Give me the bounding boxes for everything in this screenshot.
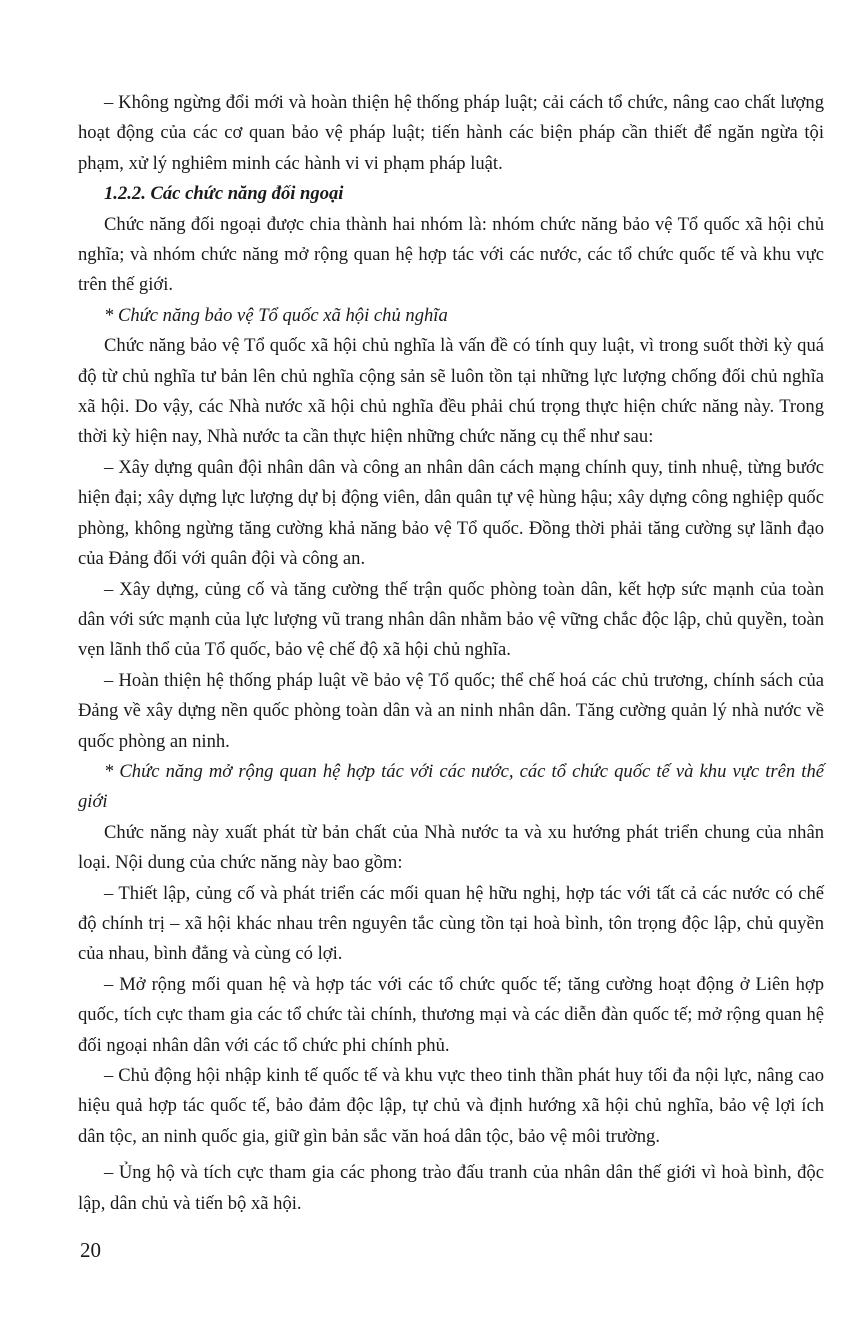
- paragraph: – Xây dựng quân đội nhân dân và công an nhân dân cách mạng chính quy, tinh nhuệ, từng bước hiện đại; xây dựng lực lượng dự bị động viên, dân quân tự vệ hùng hậu; xây dựng công nghiệp quốc phòng, không ngừng tăng cường khả năng bảo vệ Tổ quốc. Đồng thời phải tăng cường sự lãnh đạo của Đảng đối với quân đội và công an.: [78, 456, 824, 570]
- section-heading: 1.2.2. Các chức năng đối ngoại: [104, 183, 344, 205]
- paragraph: Chức năng đối ngoại được chia thành hai nhóm là: nhóm chức năng bảo vệ Tổ quốc xã hội chủ nghĩa; và nhóm chức năng mở rộng quan hệ hợp tác với các nước, các tổ chức quốc tế và khu vực trên thế giới.: [78, 213, 824, 296]
- paragraph: – Hoàn thiện hệ thống pháp luật về bảo vệ Tổ quốc; thể chế hoá các chủ trương, chính sách của Đảng về xây dựng nền quốc phòng toàn dân và an ninh nhân dân. Tăng cường quản lý nhà nước về quốc phòng an ninh.: [78, 669, 824, 752]
- paragraph: Chức năng bảo vệ Tổ quốc xã hội chủ nghĩa là vấn đề có tính quy luật, vì trong suốt thời kỳ quá độ từ chủ nghĩa tư bản lên chủ nghĩa cộng sản sẽ luôn tồn tại những lực lượng chống đối chủ nghĩa xã hội. Do vậy, các Nhà nước xã hội chủ nghĩa đều phải chú trọng thực hiện chức năng này. Trong thời kỳ hiện nay, Nhà nước ta cần thực hiện những chức năng cụ thể như sau:: [78, 335, 824, 448]
- subheading: * Chức năng mở rộng quan hệ hợp tác với các nước, các tổ chức quốc tế và khu vực trên thế giới: [78, 760, 824, 813]
- paragraph: – Ủng hộ và tích cực tham gia các phong trào đấu tranh của nhân dân thế giới vì hoà bình, độc lập, dân chủ và tiến bộ xã hội.: [78, 1162, 824, 1214]
- page-number: 20: [80, 1238, 101, 1262]
- subheading: * Chức năng bảo vệ Tổ quốc xã hội chủ nghĩa: [104, 304, 448, 326]
- page-content: [78, 88, 824, 1219]
- paragraph: – Xây dựng, củng cố và tăng cường thế trận quốc phòng toàn dân, kết hợp sức mạnh của toàn dân với sức mạnh của lực lượng vũ trang nhân dân nhằm bảo vệ vững chắc độc lập, chủ quyền, toàn vẹn lãnh thổ của Tổ quốc, bảo vệ chế độ xã hội chủ nghĩa.: [78, 578, 824, 661]
- paragraph: Chức năng này xuất phát từ bản chất của Nhà nước ta và xu hướng phát triển chung của nhân loại. Nội dung của chức năng này bao gồm:: [78, 821, 824, 874]
- paragraph: – Thiết lập, củng cố và phát triển các mối quan hệ hữu nghị, hợp tác với tất cả các nước có chế độ chính trị – xã hội khác nhau trên nguyên tắc cùng tồn tại hoà bình, tôn trọng độc lập, chủ quyền của nhau, bình đẳng và cùng có lợi.: [78, 882, 824, 965]
- paragraph: – Chủ động hội nhập kinh tế quốc tế và khu vực theo tinh thần phát huy tối đa nội lực, nâng cao hiệu quả hợp tác quốc tế, bảo đảm độc lập, tự chủ và định hướng xã hội chủ nghĩa, bảo vệ lợi ích dân tộc, an ninh quốc gia, giữ gìn bản sắc văn hoá dân tộc, bảo vệ môi trường.: [78, 1065, 824, 1147]
- paragraph: – Không ngừng đổi mới và hoàn thiện hệ thống pháp luật; cải cách tổ chức, nâng cao chất lượng hoạt động của các cơ quan bảo vệ pháp luật; tiến hành các biện pháp cần thiết để ngăn ngừa tội phạm, xử lý nghiêm minh các hành vi vi phạm pháp luật.: [78, 92, 824, 174]
- paragraph: – Mở rộng mối quan hệ và hợp tác với các tổ chức quốc tế; tăng cường hoạt động ở Liên hợp quốc, tích cực tham gia các tổ chức tài chính, thương mại và các diễn đàn quốc tế; mở rộng quan hệ đối ngoại nhân dân với các tổ chức phi chính phủ.: [78, 973, 824, 1056]
